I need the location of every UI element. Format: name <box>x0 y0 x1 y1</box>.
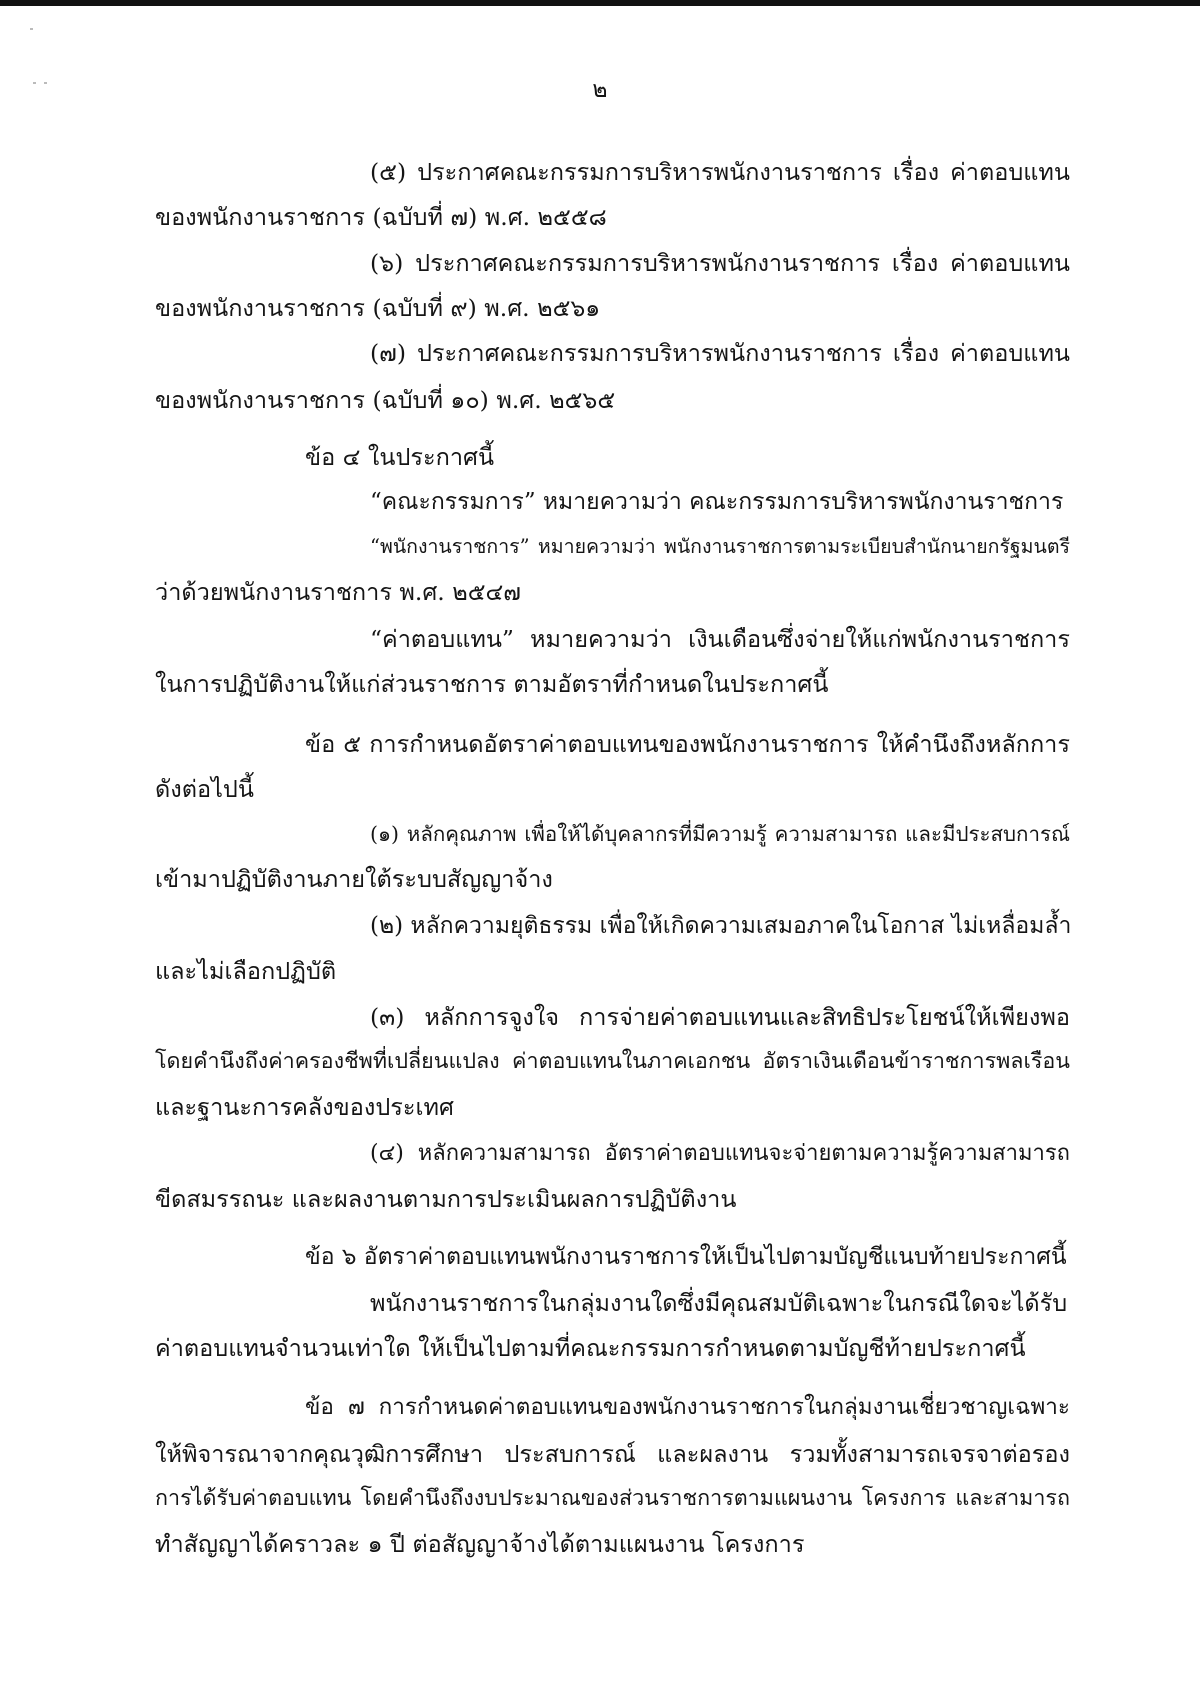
definition-committee: “คณะกรรมการ” หมายความว่า คณะกรรมการบริหารพนักงานราชการ <box>370 489 1064 515</box>
article-7-cont-3: ทำสัญญาได้คราวละ ๑ ปี ต่อสัญญาจ้างได้ตามแผนงาน โครงการ <box>155 1530 805 1558</box>
principle-3-cont-2: และฐานะการคลังของประเทศ <box>155 1093 454 1121</box>
list-item-6-cont: ของพนักงานราชการ (ฉบับที่ ๙) พ.ศ. ๒๕๖๑ <box>155 294 601 322</box>
article-7-cont-1: ให้พิจารณาจากคุณวุฒิการศึกษา ประสบการณ์ และผลงาน รวมทั้งสามารถเจรจาต่อรอง <box>155 1440 1070 1468</box>
principle-3: (๓) หลักการจูงใจ การจ่ายค่าตอบแทนและสิทธิประโยชน์ให้เพียงพอ <box>370 1003 1070 1031</box>
definition-employee: “พนักงานราชการ” หมายความว่า พนักงานราชการตามระเบียบสำนักนายกรัฐมนตรี <box>370 535 1070 558</box>
article-5-cont: ดังต่อไปนี้ <box>155 775 254 803</box>
principle-1: (๑) หลักคุณภาพ เพื่อให้ได้บุคลากรที่มีความรู้ ความสามารถ และมีประสบการณ์ <box>370 822 1070 846</box>
principle-4-cont: ขีดสมรรถนะ และผลงานตามการประเมินผลการปฏิบัติงาน <box>155 1185 737 1213</box>
principle-4: (๔) หลักความสามารถ อัตราค่าตอบแทนจะจ่ายตามความรู้ความสามารถ <box>370 1141 1070 1166</box>
principle-1-cont: เข้ามาปฏิบัติงานภายใต้ระบบสัญญาจ้าง <box>155 865 553 893</box>
definition-employee-cont: ว่าด้วยพนักงานราชการ พ.ศ. ๒๕๔๗ <box>155 578 521 606</box>
article-6-heading: ข้อ ๖ อัตราค่าตอบแทนพนักงานราชการให้เป็นไปตามบัญชีแนบท้ายประกาศนี้ <box>305 1244 1067 1270</box>
list-item-7-cont: ของพนักงานราชการ (ฉบับที่ ๑๐) พ.ศ. ๒๕๖๕ <box>155 386 616 414</box>
definition-compensation: “ค่าตอบแทน” หมายความว่า เงินเดือนซึ่งจ่ายให้แก่พนักงานราชการ <box>370 625 1070 653</box>
page-number: ๒ <box>592 77 608 103</box>
list-item-7: (๗) ประกาศคณะกรรมการบริหารพนักงานราชการ เรื่อง ค่าตอบแทน <box>370 339 1070 367</box>
principle-2: (๒) หลักความยุติธรรม เพื่อให้เกิดความเสมอภาคในโอกาส ไม่เหลื่อมล้ำ <box>370 913 1072 939</box>
scan-speck <box>30 28 33 30</box>
article-4-heading: ข้อ ๔ ในประกาศนี้ <box>305 443 495 471</box>
article-7-cont-2: การได้รับค่าตอบแทน โดยคำนึงถึงงบประมาณของส่วนราชการตามแผนงาน โครงการ และสามารถ <box>155 1486 1070 1511</box>
article-6-para-cont: ค่าตอบแทนจำนวนเท่าใด ให้เป็นไปตามที่คณะกรรมการกำหนดตามบัญชีท้ายประกาศนี้ <box>155 1334 1026 1362</box>
principle-2-cont: และไม่เลือกปฏิบัติ <box>155 957 337 985</box>
article-7-heading: ข้อ ๗ การกำหนดค่าตอบแทนของพนักงานราชการในกลุ่มงานเชี่ยวชาญเฉพาะ <box>305 1394 1070 1420</box>
principle-3-cont: โดยคำนึงถึงค่าครองชีพที่เปลี่ยนแปลง ค่าตอบแทนในภาคเอกชน อัตราเงินเดือนข้าราชการพลเรือน <box>155 1049 1070 1074</box>
article-6-para: พนักงานราชการในกลุ่มงานใดซึ่งมีคุณสมบัติเฉพาะในกรณีใดจะได้รับ <box>370 1289 1068 1317</box>
list-item-5-cont: ของพนักงานราชการ (ฉบับที่ ๗) พ.ศ. ๒๕๕๘ <box>155 203 607 231</box>
list-item-6: (๖) ประกาศคณะกรรมการบริหารพนักงานราชการ เรื่อง ค่าตอบแทน <box>370 249 1070 277</box>
definition-compensation-cont: ในการปฏิบัติงานให้แก่ส่วนราชการ ตามอัตราที่กำหนดในประกาศนี้ <box>155 670 829 698</box>
article-5-heading: ข้อ ๕ การกำหนดอัตราค่าตอบแทนของพนักงานราชการ ให้คำนึงถึงหลักการ <box>305 730 1070 758</box>
list-item-5: (๕) ประกาศคณะกรรมการบริหารพนักงานราชการ เรื่อง ค่าตอบแทน <box>370 158 1070 186</box>
scan-top-edge <box>0 0 1200 6</box>
